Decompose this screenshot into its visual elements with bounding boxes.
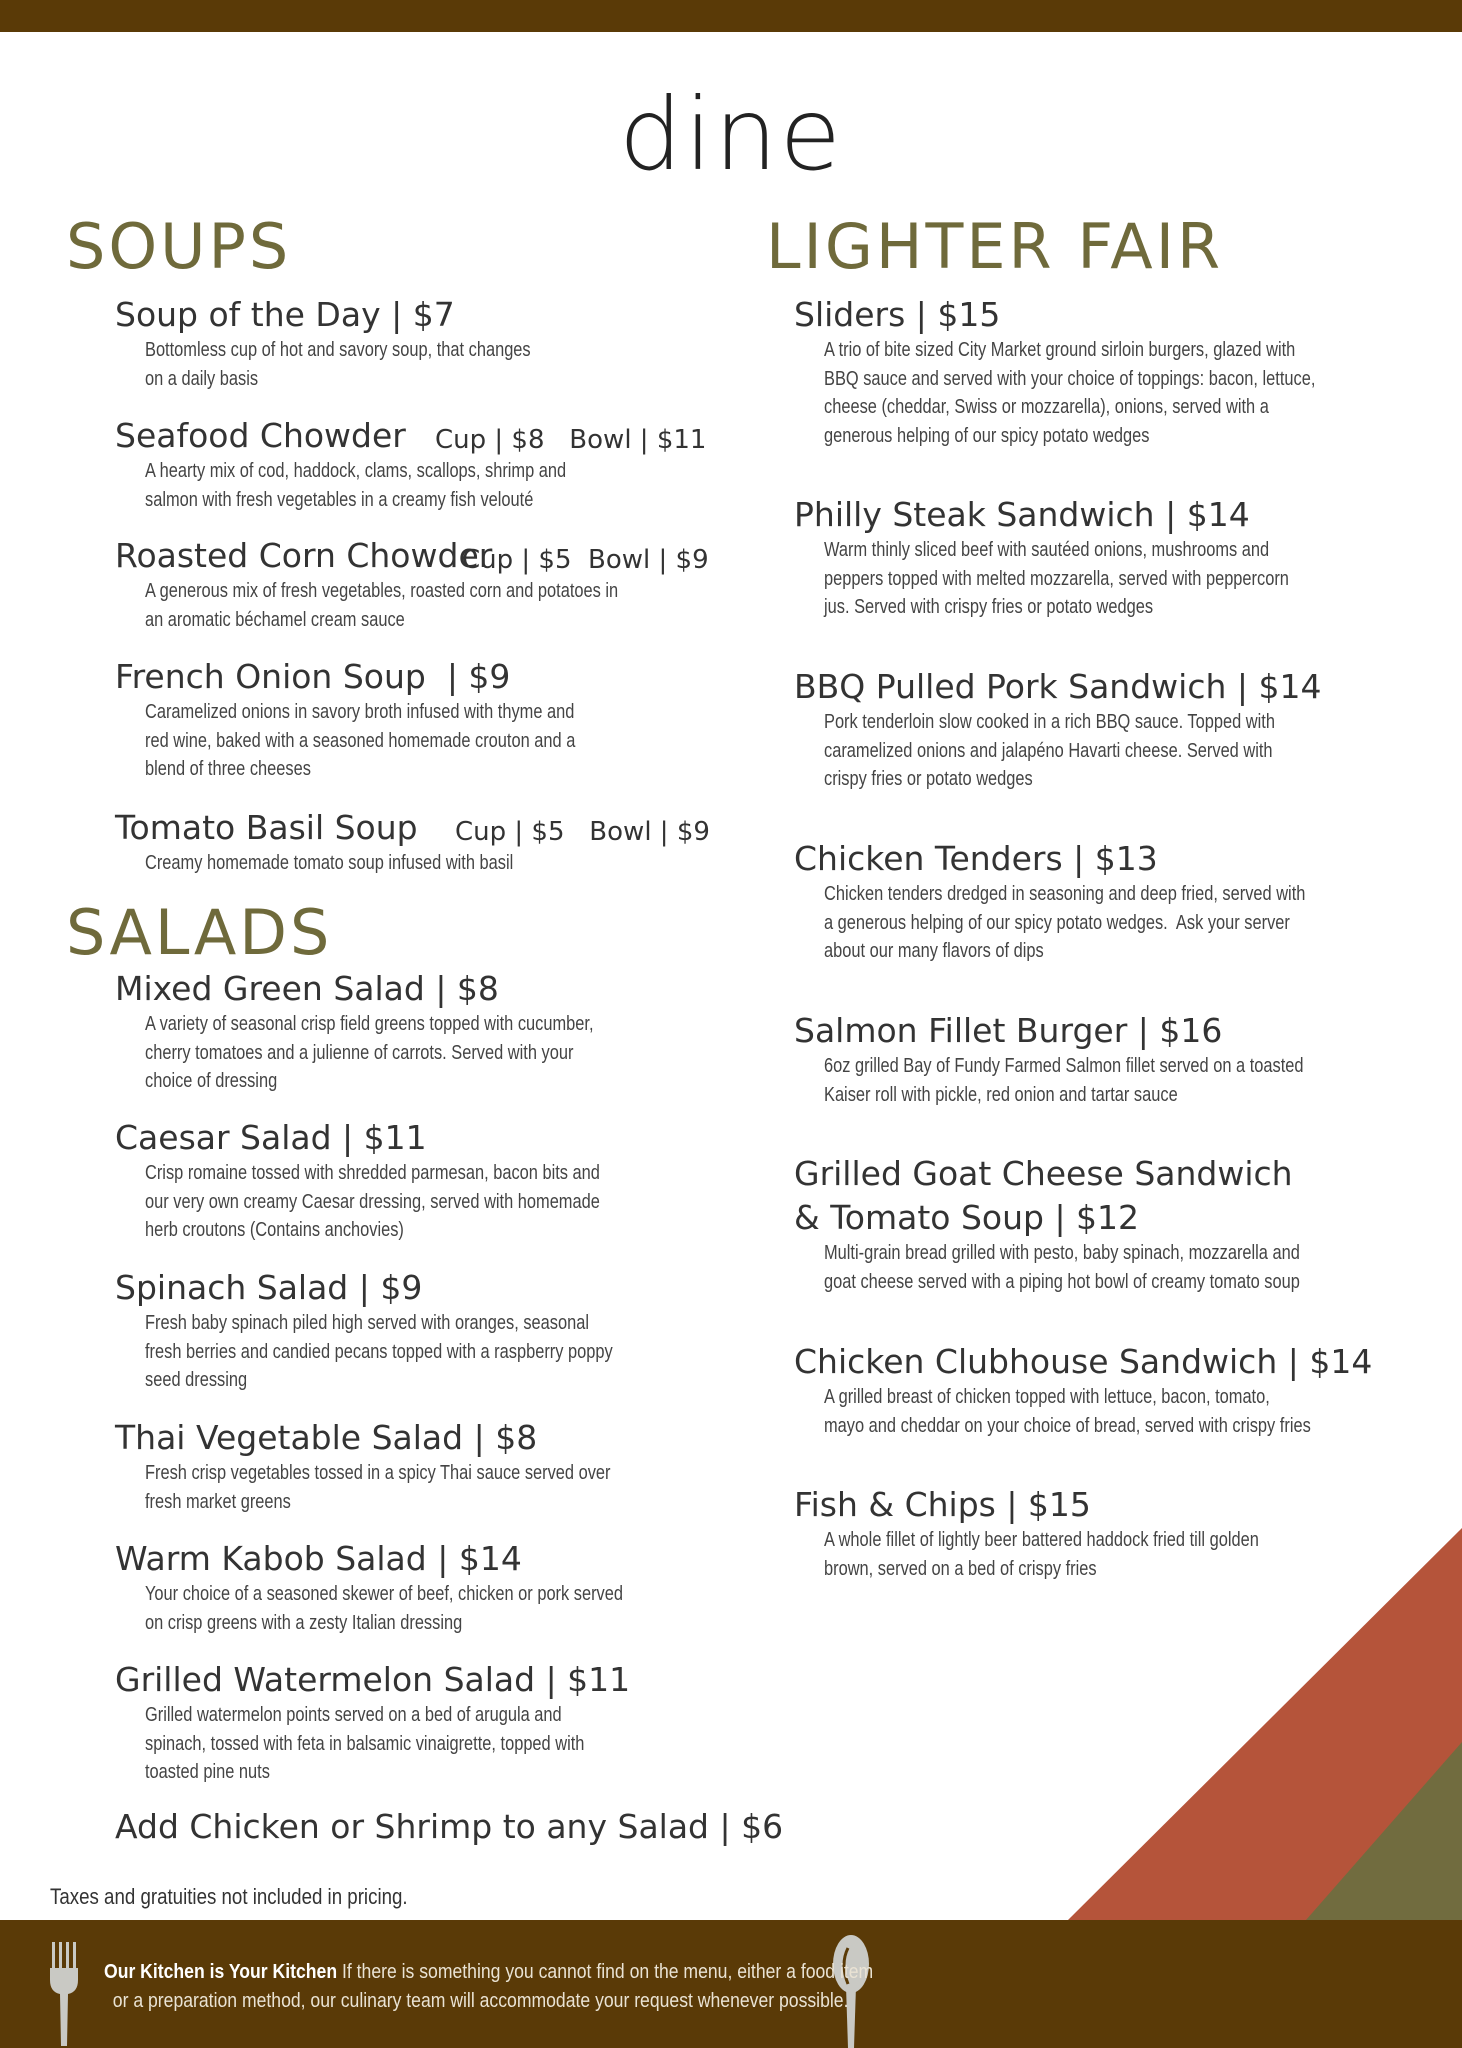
menu-item	[794, 666, 1374, 794]
item-title: Soup of the Day | $7	[115, 295, 455, 334]
item-title: BBQ Pulled Pork Sandwich | $14	[794, 667, 1322, 706]
menu-item	[115, 1117, 700, 1245]
desc-line: brown, served on a bed of crispy fries	[824, 1557, 1097, 1580]
item-desc	[145, 1159, 600, 1245]
item-desc	[145, 849, 513, 878]
menu-item	[115, 1659, 681, 1787]
fork-icon	[48, 1942, 84, 2046]
item-title	[115, 807, 710, 849]
desc-line: Your choice of a seasoned skewer of beef, chicken or pork served	[145, 1583, 624, 1605]
item-title: Mixed Green Salad | $8	[115, 969, 499, 1008]
menu-item	[115, 1267, 715, 1395]
menu-item	[115, 807, 710, 878]
item-title: Philly Steak Sandwich | $14	[794, 495, 1250, 534]
desc-line: on crisp greens with a zesty Italian dressing	[145, 1611, 463, 1634]
desc-line: crispy fries or potato wedges	[824, 768, 1033, 790]
footer-lead: Our Kitchen is Your Kitchen	[104, 1961, 338, 1983]
desc-line: red wine, baked with a seasoned homemade crouton and a	[145, 729, 576, 752]
item-price: Cup | $8 Bowl | $11	[435, 425, 707, 455]
desc-line: Warm thinly sliced beef with sautéed onions, mushrooms and	[824, 539, 1270, 561]
desc-line: Multi-grain bread grilled with pesto, baby spinach, mozzarella and	[824, 1242, 1300, 1264]
item-title: Grilled Watermelon Salad | $11	[115, 1660, 631, 1699]
desc-line: herb croutons (Contains anchovies)	[145, 1219, 404, 1241]
item-name: Seafood Chowder	[115, 416, 406, 455]
desc-line: Grilled watermelon points served on a bed of arugula and	[145, 1704, 562, 1726]
item-desc	[824, 1052, 1303, 1109]
item-title	[115, 415, 707, 457]
item-desc	[145, 577, 618, 634]
menu-item	[115, 535, 722, 634]
desc-line: Creamy homemade tomato soup infused with basil	[145, 852, 514, 874]
menu-item	[115, 1417, 713, 1516]
item-title: Sliders | $15	[794, 295, 1001, 334]
desc-line: A trio of bite sized City Market ground sirloin burgers, glazed with	[824, 339, 1296, 361]
desc-line: Fresh crisp vegetables tossed in a spicy Thai sauce served over	[145, 1462, 611, 1484]
desc-line: 6oz grilled Bay of Fundy Farmed Salmon fillet served on a toasted	[824, 1055, 1304, 1077]
desc-line: seed dressing	[145, 1369, 248, 1391]
item-desc	[145, 336, 531, 393]
desc-line: Fresh baby spinach piled high served with oranges, seasonal	[145, 1312, 589, 1334]
item-price: Cup | $5 Bowl | $9	[462, 545, 709, 575]
item-title: Warm Kabob Salad | $14	[115, 1539, 522, 1578]
footer-line-1-text: If there is something you cannot find on the menu, either a food item	[337, 1961, 874, 1983]
section-title-salads: SALADS	[66, 896, 333, 969]
menu-item	[115, 656, 670, 784]
desc-line: an aromatic béchamel cream sauce	[145, 608, 405, 631]
desc-line: A grilled breast of chicken topped with lettuce, bacon, tomato,	[824, 1386, 1270, 1408]
item-desc	[824, 708, 1275, 794]
item-desc	[145, 698, 575, 784]
addon-text: Add Chicken or Shrimp to any Salad | $6	[115, 1807, 784, 1846]
section-title-lighter-fair: LIGHTER FAIR	[766, 210, 1224, 283]
item-desc	[824, 1526, 1259, 1583]
logo: dine	[618, 76, 844, 193]
menu-item	[115, 968, 692, 1096]
desc-line: mayo and cheddar on your choice of bread, served with crispy fries	[824, 1414, 1311, 1437]
footer-message	[104, 1958, 873, 2016]
desc-line: a generous helping of our spicy potato wedges. Ask your server	[824, 911, 1290, 934]
item-desc	[145, 1309, 613, 1395]
footer-line-2: or a preparation method, our culinary team will accommodate your request whenever possible.	[112, 1990, 849, 2012]
desc-line: choice of dressing	[145, 1070, 278, 1092]
menu-item	[794, 1153, 1404, 1296]
desc-line: Chicken tenders dredged in seasoning and deep fried, served with	[824, 883, 1306, 905]
menu-item	[794, 1484, 1354, 1583]
item-desc	[145, 457, 566, 514]
item-name: Roasted Corn Chowder	[115, 536, 493, 575]
desc-line: about our many flavors of dips	[824, 940, 1044, 962]
item-title	[115, 535, 722, 577]
item-title: French Onion Soup | $9	[115, 657, 511, 696]
item-title: Chicken Clubhouse Sandwich | $14	[794, 1342, 1373, 1381]
desc-line: Crisp romaine tossed with shredded parmesan, bacon bits and	[145, 1162, 600, 1184]
desc-line: Pork tenderloin slow cooked in a rich BBQ sauce. Topped with	[824, 711, 1275, 733]
menu-item	[794, 1341, 1418, 1440]
section-title-soups: SOUPS	[66, 210, 292, 283]
item-desc	[145, 1010, 594, 1096]
desc-line: blend of three cheeses	[145, 758, 311, 780]
desc-line: our very own creamy Caesar dressing, served with homemade	[145, 1190, 600, 1213]
desc-line: generous helping of our spicy potato wedges	[824, 424, 1150, 447]
item-desc	[145, 1459, 611, 1516]
item-title: Grilled Goat Cheese Sandwich	[794, 1154, 1293, 1193]
item-title: Thai Vegetable Salad | $8	[115, 1418, 538, 1457]
desc-line: jus. Served with crispy fries or potato wedges	[824, 596, 1154, 618]
menu-item	[794, 294, 1423, 450]
desc-line: fresh market greens	[145, 1490, 291, 1513]
item-title: Caesar Salad | $11	[115, 1118, 427, 1157]
item-price: Cup | $5 Bowl | $9	[455, 817, 710, 847]
item-name: Tomato Basil Soup	[115, 808, 418, 847]
menu-item	[794, 494, 1391, 622]
item-title: Salmon Fillet Burger | $16	[794, 1011, 1223, 1050]
desc-line: peppers topped with melted mozzarella, served with peppercorn	[824, 567, 1289, 590]
item-title: Spinach Salad | $9	[115, 1268, 423, 1307]
desc-line: on a daily basis	[145, 367, 259, 390]
item-desc	[824, 1383, 1311, 1440]
desc-line: spinach, tossed with feta in balsamic vinaigrette, topped with	[145, 1732, 585, 1755]
desc-line: salmon with fresh vegetables in a creamy fish velouté	[145, 488, 534, 511]
item-desc	[145, 1580, 623, 1637]
menu-item	[115, 1538, 728, 1637]
footer-line-1	[104, 1958, 873, 1987]
desc-line: cheese (cheddar, Swiss or mozzarella), onions, served with a	[824, 396, 1269, 418]
desc-line: Caramelized onions in savory broth infused with thyme and	[145, 701, 575, 723]
item-title: Fish & Chips | $15	[794, 1485, 1091, 1524]
desc-line: goat cheese served with a piping hot bowl of creamy tomato soup	[824, 1270, 1300, 1293]
desc-line: A generous mix of fresh vegetables, roasted corn and potatoes in	[145, 580, 619, 602]
item-title: Chicken Tenders | $13	[794, 839, 1158, 878]
menu-item	[115, 294, 615, 393]
desc-line: BBQ sauce and served with your choice of toppings: bacon, lettuce,	[824, 367, 1316, 390]
item-desc	[824, 880, 1305, 966]
desc-line: fresh berries and candied pecans topped with a raspberry poppy	[145, 1340, 613, 1363]
menu-item	[794, 1010, 1409, 1109]
desc-line: Bottomless cup of hot and savory soup, that changes	[145, 339, 531, 361]
menu-item	[794, 838, 1411, 966]
item-desc	[145, 1701, 584, 1787]
desc-line: cherry tomatoes and a julienne of carrots. Served with your	[145, 1041, 574, 1064]
item-desc	[824, 336, 1315, 450]
item-title-line2: & Tomato Soup | $12	[794, 1198, 1140, 1237]
desc-line: A whole fillet of lightly beer battered haddock fried till golden	[824, 1529, 1259, 1551]
item-desc	[824, 1239, 1300, 1296]
menu-item	[115, 415, 707, 514]
desc-line: A variety of seasonal crisp field greens topped with cucumber,	[145, 1013, 594, 1035]
salad-addon	[115, 1806, 783, 1848]
desc-line: A hearty mix of cod, haddock, clams, scallops, shrimp and	[145, 460, 567, 482]
desc-line: toasted pine nuts	[145, 1761, 270, 1783]
desc-line: caramelized onions and jalapéno Havarti cheese. Served with	[824, 739, 1273, 762]
taxes-note: Taxes and gratuities not included in pricing.	[50, 1884, 408, 1909]
desc-line: Kaiser roll with pickle, red onion and tartar sauce	[824, 1083, 1178, 1106]
item-desc	[824, 536, 1289, 622]
